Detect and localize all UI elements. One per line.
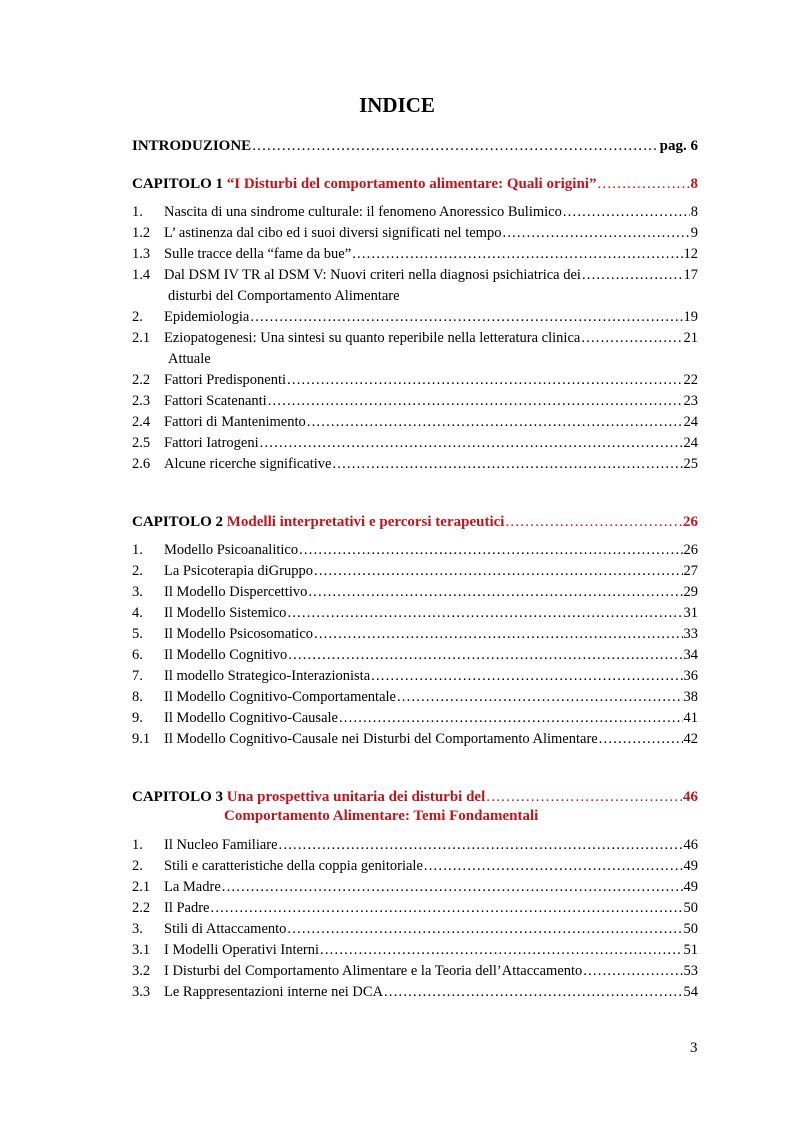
entry-title: Dal DSM IV TR al DSM V: Nuovi criteri nella diagnosi psichiatrica dei <box>164 267 581 283</box>
toc-entry[interactable] <box>132 668 698 689</box>
entry-page: 24 <box>683 435 698 451</box>
toc-entry[interactable] <box>132 246 698 267</box>
dot-leader <box>582 267 683 284</box>
entry-page: 9 <box>690 225 698 241</box>
dot-leader <box>308 584 682 601</box>
toc-entry[interactable] <box>132 267 698 288</box>
entry-page: 53 <box>683 963 698 979</box>
toc-entry[interactable] <box>132 921 698 942</box>
entry-number: 2. <box>132 563 143 579</box>
toc-entry[interactable] <box>132 837 698 858</box>
entry-number: 2.2 <box>132 372 151 388</box>
entry-number: 2.5 <box>132 435 151 451</box>
entry-title-continuation: Attuale <box>168 351 211 367</box>
entry-number: 9.1 <box>132 731 151 747</box>
dot-leader <box>250 309 682 326</box>
entry-number: 1. <box>132 837 143 853</box>
entry-page: 49 <box>683 879 698 895</box>
entry-number: 2.1 <box>132 879 151 895</box>
entry-page: 54 <box>683 984 698 1000</box>
dot-leader <box>502 225 689 242</box>
entry-title: Stili di Attaccamento <box>164 921 287 937</box>
entry-number: 2. <box>132 858 143 874</box>
entry-title: Nascita di una sindrome culturale: il fenomeno Anoressico Bulimico <box>164 204 562 220</box>
entry-title: Epidemiologia <box>164 309 250 325</box>
toc-entry[interactable] <box>132 984 698 1005</box>
dot-leader <box>211 900 683 917</box>
page-title: INDICE <box>359 93 435 117</box>
entry-title: Il Modello Cognitivo <box>164 647 288 663</box>
entry-page: 22 <box>683 372 698 388</box>
dot-leader <box>288 647 682 664</box>
entry-title: Fattori Predisponenti <box>164 372 287 388</box>
entry-title: Il Nucleo Familiare <box>164 837 278 853</box>
entry-page: 42 <box>683 731 698 747</box>
chapter-2-page: 26 <box>683 514 698 530</box>
toc-entry[interactable] <box>132 963 698 984</box>
chapter-3-page: 46 <box>683 789 698 805</box>
toc-entry[interactable] <box>132 225 698 246</box>
entry-title: Alcune ricerche significative <box>164 456 332 472</box>
dot-leader <box>597 176 689 193</box>
entry-page: 29 <box>683 584 698 600</box>
dot-leader <box>563 204 690 221</box>
chapter-1-heading[interactable] <box>132 176 698 198</box>
entry-number: 1.4 <box>132 267 151 283</box>
toc-entry[interactable] <box>132 858 698 879</box>
entry-title: Il Modello Dispercettivo <box>164 584 308 600</box>
chapter-1-title: “I Disturbi del comportamento alimentare: Quali origini” <box>226 176 597 192</box>
toc-entry[interactable] <box>132 879 698 900</box>
entry-number: 1. <box>132 542 143 558</box>
dot-leader <box>279 837 683 854</box>
entry-page: 19 <box>683 309 698 325</box>
toc-entry[interactable] <box>132 330 698 351</box>
introduction-label: INTRODUZIONE <box>132 138 252 154</box>
entry-number: 1.3 <box>132 246 151 262</box>
toc-entry[interactable] <box>132 414 698 435</box>
dot-leader <box>583 963 682 980</box>
entry-page: 34 <box>683 647 698 663</box>
entry-page: 17 <box>683 267 698 283</box>
entry-page: 23 <box>683 393 698 409</box>
toc-entry[interactable] <box>132 647 698 668</box>
entry-page: 27 <box>683 563 698 579</box>
toc-entry[interactable] <box>132 204 698 225</box>
toc-entry[interactable] <box>132 689 698 710</box>
dot-leader <box>314 626 682 643</box>
entry-number: 2.4 <box>132 414 151 430</box>
entry-title: L’ astinenza dal cibo ed i suoi diversi significati nel tempo <box>164 225 502 241</box>
entry-title: Il Modello Cognitivo-Causale <box>164 710 338 726</box>
entry-number: 3.1 <box>132 942 151 958</box>
chapter-1-page: 8 <box>690 176 698 192</box>
entry-number: 2.6 <box>132 456 151 472</box>
entry-number: 3.2 <box>132 963 151 979</box>
entry-number: 3.3 <box>132 984 151 1000</box>
entry-number: 2.3 <box>132 393 151 409</box>
dot-leader <box>287 605 682 622</box>
entry-page: 26 <box>683 542 698 558</box>
dot-leader <box>287 921 682 938</box>
entry-page: 8 <box>690 204 698 220</box>
entry-page: 24 <box>683 414 698 430</box>
dot-leader <box>268 393 683 410</box>
toc-entry[interactable] <box>132 900 698 921</box>
entry-number: 2. <box>132 309 143 325</box>
toc-entry[interactable] <box>132 372 698 393</box>
entry-title: Fattori Iatrogeni <box>164 435 259 451</box>
entry-title: La Madre <box>164 879 221 895</box>
dot-leader <box>424 858 683 875</box>
dot-leader <box>222 879 683 896</box>
dot-leader <box>314 563 683 580</box>
toc-entry[interactable] <box>132 435 698 456</box>
entry-page: 49 <box>683 858 698 874</box>
entry-title-continuation: disturbi del Comportamento Alimentare <box>168 288 400 304</box>
entry-number: 4. <box>132 605 143 621</box>
entry-title: Stili e caratteristiche della coppia genitoriale <box>164 858 423 874</box>
toc-entry[interactable] <box>132 584 698 605</box>
entry-number: 3. <box>132 584 143 600</box>
entry-title: Eziopatogenesi: Una sintesi su quanto reperibile nella letteratura clinica <box>164 330 581 346</box>
entry-number: 5. <box>132 626 143 642</box>
entry-title: La Psicoterapia diGruppo <box>164 563 313 579</box>
entry-number: 3. <box>132 921 143 937</box>
dot-leader <box>581 330 682 347</box>
entry-page: 38 <box>683 689 698 705</box>
entry-page: 25 <box>683 456 698 472</box>
toc-entry[interactable] <box>132 731 698 752</box>
entry-page: 51 <box>683 942 698 958</box>
dot-leader <box>287 372 682 389</box>
entry-page: 50 <box>683 921 698 937</box>
entry-title: Fattori Scatenanti <box>164 393 267 409</box>
entry-page: 36 <box>683 668 698 684</box>
entry-title: Le Rappresentazioni interne nei DCA <box>164 984 384 1000</box>
entry-title: Il Modello Sistemico <box>164 605 287 621</box>
toc-entry[interactable] <box>132 309 698 330</box>
introduction-page: pag. 6 <box>659 138 698 154</box>
dot-leader <box>599 731 683 748</box>
dot-leader <box>505 514 682 531</box>
toc-entry[interactable] <box>132 542 698 563</box>
entry-number: 1.2 <box>132 225 151 241</box>
dot-leader <box>320 942 682 959</box>
entry-title: Il Padre <box>164 900 210 916</box>
entry-title: Il Modello Cognitivo-Comportamentale <box>164 689 396 705</box>
entry-title: Il Modello Psicosomatico <box>164 626 314 642</box>
chapter-1-label: CAPITOLO 1 <box>132 176 223 192</box>
toc-introduction[interactable] <box>132 138 698 160</box>
entry-number: 6. <box>132 647 143 663</box>
entry-page: 41 <box>683 710 698 726</box>
dot-leader <box>371 668 682 685</box>
chapter-3-title-line2: Comportamento Alimentare: Temi Fondamentali <box>224 808 539 824</box>
entry-title: Fattori di Mantenimento <box>164 414 306 430</box>
dot-leader <box>332 456 682 473</box>
page-number: 3 <box>690 1040 698 1056</box>
entry-page: 46 <box>683 837 698 853</box>
dot-leader <box>486 789 682 806</box>
toc-entry[interactable] <box>132 942 698 963</box>
entry-page: 12 <box>683 246 698 262</box>
dot-leader <box>339 710 683 727</box>
chapter-2-label: CAPITOLO 2 <box>132 514 223 530</box>
chapter-3-label: CAPITOLO 3 <box>132 789 223 805</box>
toc-entry[interactable] <box>132 456 698 477</box>
chapter-3-title: Una prospettiva unitaria dei disturbi del <box>226 789 486 805</box>
dot-leader <box>352 246 682 263</box>
entry-number: 9. <box>132 710 143 726</box>
entry-page: 33 <box>683 626 698 642</box>
toc-entry[interactable] <box>132 626 698 647</box>
dot-leader <box>260 435 683 452</box>
entry-page: 50 <box>683 900 698 916</box>
toc-entry[interactable] <box>132 710 698 731</box>
entry-title: I Modelli Operativi Interni <box>164 942 320 958</box>
entry-title: Il Modello Cognitivo-Causale nei Disturbi del Comportamento Alimentare <box>164 731 598 747</box>
chapter-2-heading[interactable] <box>132 514 698 536</box>
dot-leader <box>307 414 683 431</box>
chapter-2-title: Modelli interpretativi e percorsi terapeutici <box>226 514 505 530</box>
entry-number: 7. <box>132 668 143 684</box>
toc-entry[interactable] <box>132 393 698 414</box>
entry-title: Il modello Strategico-Interazionista <box>164 668 371 684</box>
dot-leader <box>384 984 682 1001</box>
entry-title: Sulle tracce della “fame da bue” <box>164 246 352 262</box>
toc-entry[interactable] <box>132 563 698 584</box>
entry-page: 31 <box>683 605 698 621</box>
entry-title: I Disturbi del Comportamento Alimentare e la Teoria dell’Attaccamento <box>164 963 583 979</box>
entry-page: 21 <box>683 330 698 346</box>
entry-number: 1. <box>132 204 143 220</box>
dot-leader <box>397 689 683 706</box>
entry-number: 2.1 <box>132 330 151 346</box>
dot-leader <box>299 542 682 559</box>
entry-number: 8. <box>132 689 143 705</box>
toc-entry[interactable] <box>132 605 698 626</box>
dot-leader <box>252 138 658 155</box>
entry-number: 2.2 <box>132 900 151 916</box>
entry-title: Modello Psicoanalitico <box>164 542 299 558</box>
